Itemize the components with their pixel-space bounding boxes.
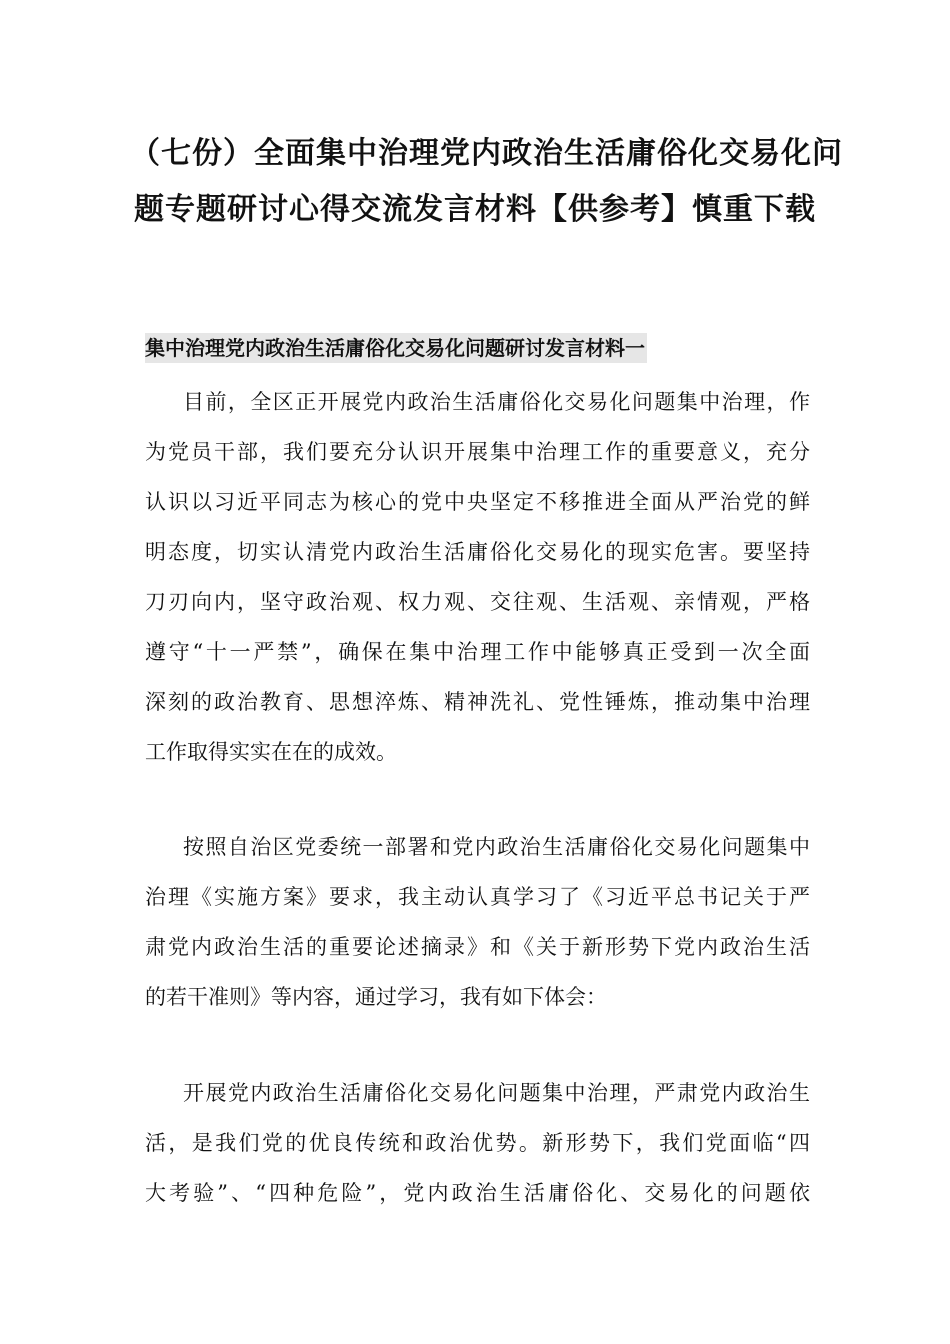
document-title-line-2: 题专题研讨心得交流发言材料【供参考】慎重下载 — [134, 192, 816, 227]
paragraph-1-line: 目前，全区正开展党内政治生活庸俗化交易化问题集中治理，作 — [183, 390, 810, 414]
paragraph-1-line: 为党员干部，我们要充分认识开展集中治理工作的重要意义，充分 — [145, 440, 810, 464]
paragraph-1-line: 遵守“十一严禁”，确保在集中治理工作中能够真正受到一次全面 — [145, 640, 810, 664]
paragraph-2-line: 的若干准则》等内容，通过学习，我有如下体会： — [145, 985, 607, 1009]
paragraph-2 — [145, 822, 810, 1022]
paragraph-1 — [145, 377, 810, 777]
paragraph-2-line: 肃党内政治生活的重要论述摘录》和《关于新形势下党内政治生活 — [145, 935, 810, 959]
paragraph-3-line: 活，是我们党的优良传统和政治优势。新形势下，我们党面临“四 — [145, 1131, 810, 1155]
section-heading: 集中治理党内政治生活庸俗化交易化问题研讨发言材料一 — [145, 333, 647, 363]
paragraph-1-line: 工作取得实实在在的成效。 — [145, 740, 397, 764]
paragraph-3 — [145, 1068, 810, 1218]
paragraph-1-line: 刀刃向内，坚守政治观、权力观、交往观、生活观、亲情观，严格 — [145, 590, 810, 614]
paragraph-2-line: 治理《实施方案》要求，我主动认真学习了《习近平总书记关于严 — [145, 885, 810, 909]
paragraph-3-line: 开展党内政治生活庸俗化交易化问题集中治理，严肃党内政治生 — [183, 1081, 810, 1105]
paragraph-3-line: 大考验”、“四种危险”，党内政治生活庸俗化、交易化的问题依 — [145, 1181, 810, 1205]
paragraph-1-line: 明态度，切实认清党内政治生活庸俗化交易化的现实危害。要坚持 — [145, 540, 810, 564]
paragraph-1-line: 认识以习近平同志为核心的党中央坚定不移推进全面从严治党的鲜 — [145, 490, 810, 514]
document-title-line-1: （七份）全面集中治理党内政治生活庸俗化交易化问 — [130, 136, 843, 171]
paragraph-1-line: 深刻的政治教育、思想淬炼、精神洗礼、党性锤炼，推动集中治理 — [145, 690, 810, 714]
document-title — [130, 126, 843, 238]
paragraph-2-line: 按照自治区党委统一部署和党内政治生活庸俗化交易化问题集中 — [183, 835, 810, 859]
